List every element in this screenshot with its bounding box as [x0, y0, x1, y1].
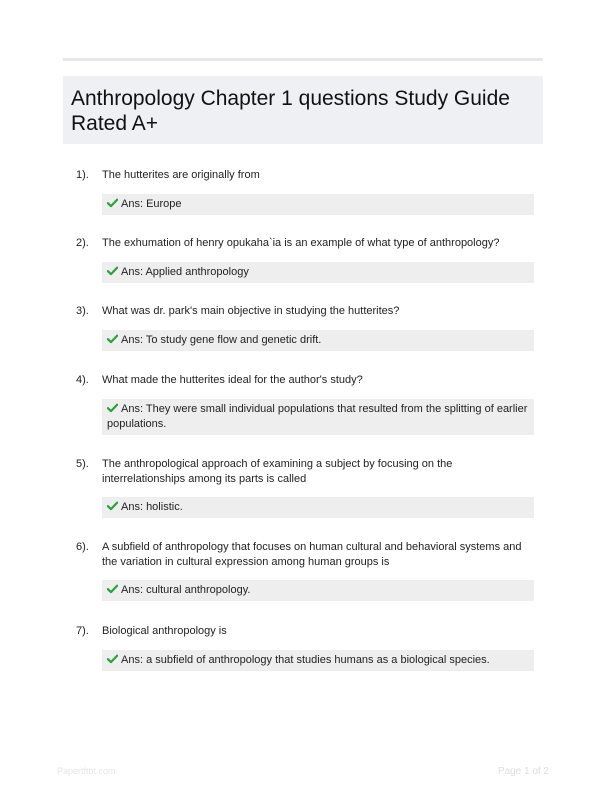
page-title: Anthropology Chapter 1 questions Study Guide Rated A+: [71, 87, 510, 135]
question-number: 5).: [76, 458, 89, 470]
answer-box: [102, 399, 534, 435]
question-number: 6).: [76, 541, 89, 553]
question-number: 1).: [76, 169, 89, 181]
answer-text: Ans: Applied anthropology: [121, 266, 249, 278]
answer-text: Ans: holistic.: [121, 501, 183, 513]
check-icon: [107, 403, 118, 413]
check-icon: [107, 334, 118, 344]
check-icon: [107, 198, 118, 208]
question-text: A subfield of anthropology that focuses on human cultural and behavioral systems and the variation in cultural expression among human groups is: [102, 541, 522, 568]
question-text: The hutterites are originally from: [102, 169, 260, 181]
answer-box: [102, 330, 534, 351]
title-box: [63, 76, 543, 144]
question-text: What was dr. park's main objective in studying the hutterites?: [102, 305, 400, 317]
footer-watermark: Papertftbt.com: [57, 766, 116, 776]
answer-box: [102, 262, 534, 283]
question-number: 3).: [76, 305, 89, 317]
answer-box: [102, 580, 534, 601]
question-text: The anthropological approach of examining a subject by focusing on the interrelationships among its parts is called: [102, 458, 453, 485]
answer-text: Ans: a subfield of anthropology that studies humans as a biological species.: [121, 654, 490, 666]
answer-text: Ans: cultural anthropology.: [121, 584, 251, 596]
question-text: The exhumation of henry opukaha`ia is an example of what type of anthropology?: [102, 237, 500, 249]
check-icon: [107, 654, 118, 664]
answer-text: Ans: To study gene flow and genetic drift.: [121, 334, 322, 346]
answer-box: [102, 650, 534, 671]
answer-text: Ans: They were small individual populations that resulted from the splitting of earlier populations.: [107, 403, 528, 430]
check-icon: [107, 501, 118, 511]
question-number: 2).: [76, 237, 89, 249]
check-icon: [107, 584, 118, 594]
question-number: 7).: [76, 625, 89, 637]
question-number: 4).: [76, 374, 89, 386]
answer-box: [102, 497, 534, 518]
check-icon: [107, 266, 118, 276]
question-text: Biological anthropology is: [102, 625, 227, 637]
top-divider: [63, 58, 543, 61]
question-text: What made the hutterites ideal for the author's study?: [102, 374, 363, 386]
answer-box: [102, 194, 534, 215]
answer-text: Ans: Europe: [121, 198, 182, 210]
page-indicator: Page 1 of 2: [497, 766, 549, 777]
